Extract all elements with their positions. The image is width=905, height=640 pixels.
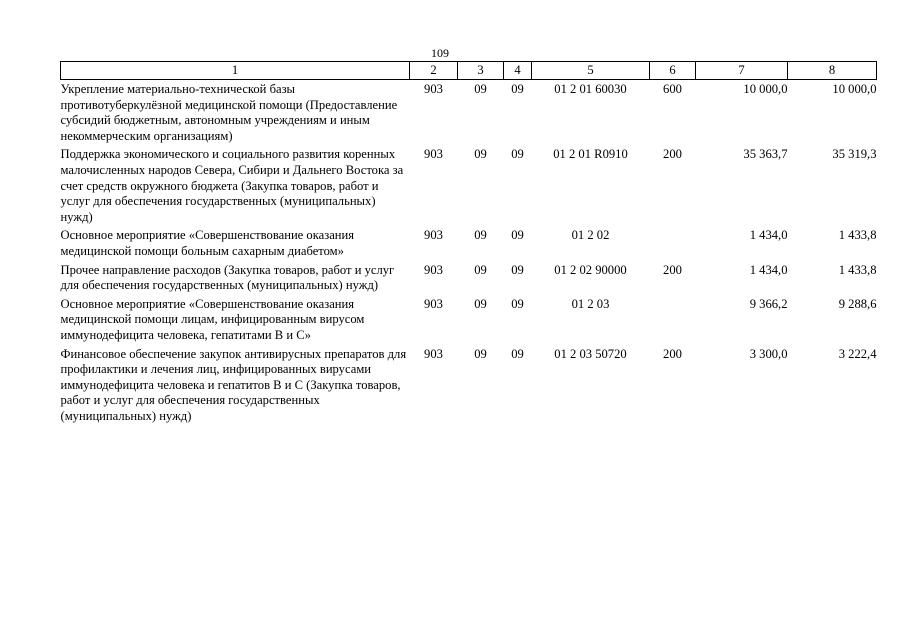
expense-type-code [650,226,696,260]
subsection-code: 09 [511,228,524,243]
column-header: 3 [458,62,504,80]
grbs-code: 903 [424,262,443,277]
column-header: 5 [532,62,650,80]
section-code: 09 [474,228,487,243]
expense-type-code: 600 [663,82,682,96]
expense-type-code: 200 [663,262,682,277]
section-code: 09 [474,82,487,96]
table-row [61,261,877,295]
section-code: 09 [474,147,487,162]
target-article-code: 01 2 02 90000 [554,262,627,277]
expense-type-code: 200 [663,346,682,361]
subsection-code: 09 [511,296,524,311]
target-article-code: 01 2 01 60030 [554,82,627,96]
amount-planned: 9 366,2 [749,296,788,311]
target-article-code: 01 2 03 [571,296,610,311]
amount-executed: 1 433,8 [838,228,877,243]
grbs-code: 903 [424,82,443,96]
amount-planned: 1 434,0 [749,228,788,243]
amount-executed: 3 222,4 [838,346,877,361]
expense-type-code [650,295,696,345]
grbs-code: 903 [424,147,443,162]
column-header: 4 [504,62,532,80]
page-number: 109 [431,46,449,60]
table-header-row [61,62,877,80]
table-row [61,345,877,426]
amount-executed: 10 000,0 [832,82,877,96]
grbs-code: 903 [424,228,443,243]
expense-name: Поддержка экономического и социального развития коренных малочисленных народов Севера, Сибири и Дальнего Востока за счет средств окружного бюджета (Закупка товаров, работ и услуг для обеспечения государственных (муниципальных) нужд) [60,147,404,224]
amount-planned: 3 300,0 [749,346,788,361]
amount-planned: 1 434,0 [749,262,788,277]
grbs-code: 903 [424,296,443,311]
section-code: 09 [474,296,487,311]
amount-executed: 1 433,8 [838,262,877,277]
expense-name: Укрепление материально-технической базы противотуберкулёзной медицинской помощи (Предоставление субсидий бюджетным, автономным учреждениям и иным некоммерческим организациям) [60,82,398,143]
table-row [61,295,877,345]
section-code: 09 [474,346,487,361]
column-header: 6 [650,62,696,80]
subsection-code: 09 [511,262,524,277]
expense-name: Прочее направление расходов (Закупка товаров, работ и услуг для обеспечения государственных (муниципальных) нужд) [60,262,395,293]
grbs-code: 903 [424,346,443,361]
budget-table [60,61,877,425]
column-header: 1 [61,62,410,80]
subsection-code: 09 [511,346,524,361]
amount-planned: 35 363,7 [743,147,788,162]
expense-type-code: 200 [663,147,682,162]
amount-executed: 9 288,6 [838,296,877,311]
column-header: 8 [788,62,877,80]
subsection-code: 09 [511,147,524,162]
column-header: 7 [696,62,788,80]
subsection-code: 09 [511,82,524,96]
amount-planned: 10 000,0 [743,82,788,96]
amount-executed: 35 319,3 [832,147,877,162]
expense-name: Финансовое обеспечение закупок антивирусных препаратов для профилактики и лечения лиц, инфицированных вирусами иммунодефицита человека и гепатитов В и С (Закупка товаров, работ и услуг для обеспечения государственных (муниципальных) нужд) [60,346,407,423]
expense-name: Основное мероприятие «Совершенствование оказания медицинской помощи лицам, инфицированным вирусом иммунодефицита человека, гепатитами В и С» [60,296,365,342]
section-code: 09 [474,262,487,277]
target-article-code: 01 2 03 50720 [554,346,627,361]
table-row [61,226,877,260]
table-row [61,145,877,226]
expense-name: Основное мероприятие «Совершенствование оказания медицинской помощи больным сахарным диабетом» [60,228,355,258]
column-header: 2 [410,62,458,80]
target-article-code: 01 2 01 R0910 [553,147,628,162]
table-row [61,80,877,146]
target-article-code: 01 2 02 [571,228,610,243]
